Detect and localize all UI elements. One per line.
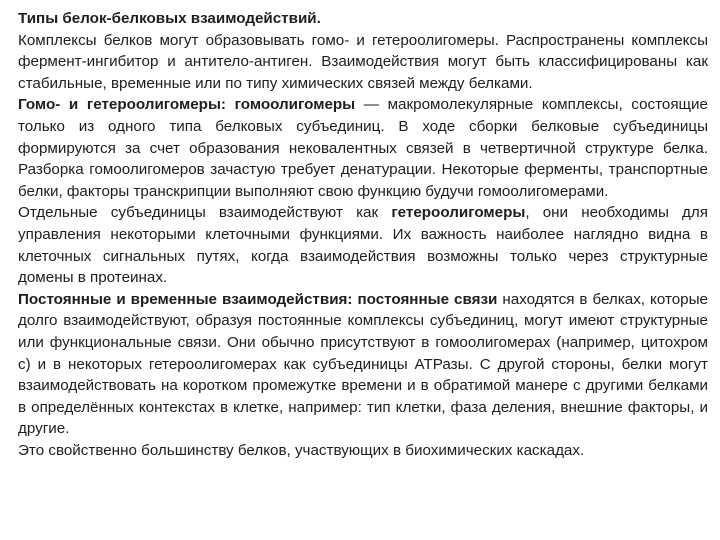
hetero-text-after: , они необходимы для управления некоторыми клеточными функциями. Их важность наиболее наглядно видна в клеточных сигнальных путях, когда взаимодействия возможны только через структурные домены в протеинах. bbox=[18, 204, 709, 287]
homo-hetero-paragraph bbox=[18, 94, 708, 202]
permanent-term: постоянные связи bbox=[357, 290, 498, 308]
permanent-last-line: Это свойственно большинству белков, участвующих в биохимических каскадах. bbox=[18, 441, 585, 459]
permanent-paragraph bbox=[18, 289, 708, 440]
hetero-paragraph bbox=[18, 202, 708, 288]
intro-paragraph: Комплексы белков могут образовывать гомо- и гетероолигомеры. Распространены комплексы фермент-ингибитор и антитело-антиген. Взаимодействия могут быть классифицированы как стабильные, временные или по типу химических связей между белками. bbox=[18, 31, 708, 92]
hetero-text-before: Отдельные субъединицы взаимодействуют как bbox=[18, 204, 392, 222]
document-page bbox=[18, 8, 708, 461]
heterooligomers-term: гетероолигомеры bbox=[391, 204, 526, 222]
homo-hetero-heading: Гомо- и гетероолигомеры: bbox=[18, 96, 226, 114]
homooligomers-term: гомоолигомеры bbox=[234, 96, 356, 114]
permanent-heading: Постоянные и временные взаимодействия: bbox=[18, 290, 353, 308]
homo-hetero-text: — макромолекулярные комплексы, состоящие только из одного типа белковых субъединиц. В ходе сборки белковые субъединицы формируются за счет образования нековалентных связей в четвертичной структуре белка. Разборка гомоолигомеров зачастую требует денатурации. Некоторые ферменты, транспортные белки, факторы транскрипции выполняют свою функцию будучи гомоолигомерами. bbox=[18, 96, 708, 200]
document-title: Типы белок-белковых взаимодействий. bbox=[18, 10, 321, 27]
permanent-text: находятся в белках, которые долго взаимодействуют, образуя постоянные комплексы субъединиц, могут имеют структурные или функциональные связи. Они обычно присутствуют в гомоолигомерах (например, цитохром с) и в некоторых гетероолигомерах как субъединицы АТРазы. С другой стороны, белки могут взаимодействовать на коротком промежутке времени и в обратимой манере с другими белками в определённых контекстах в клетке, например: тип клетки, фаза деления, внешние факторы, и другие. bbox=[18, 290, 708, 438]
